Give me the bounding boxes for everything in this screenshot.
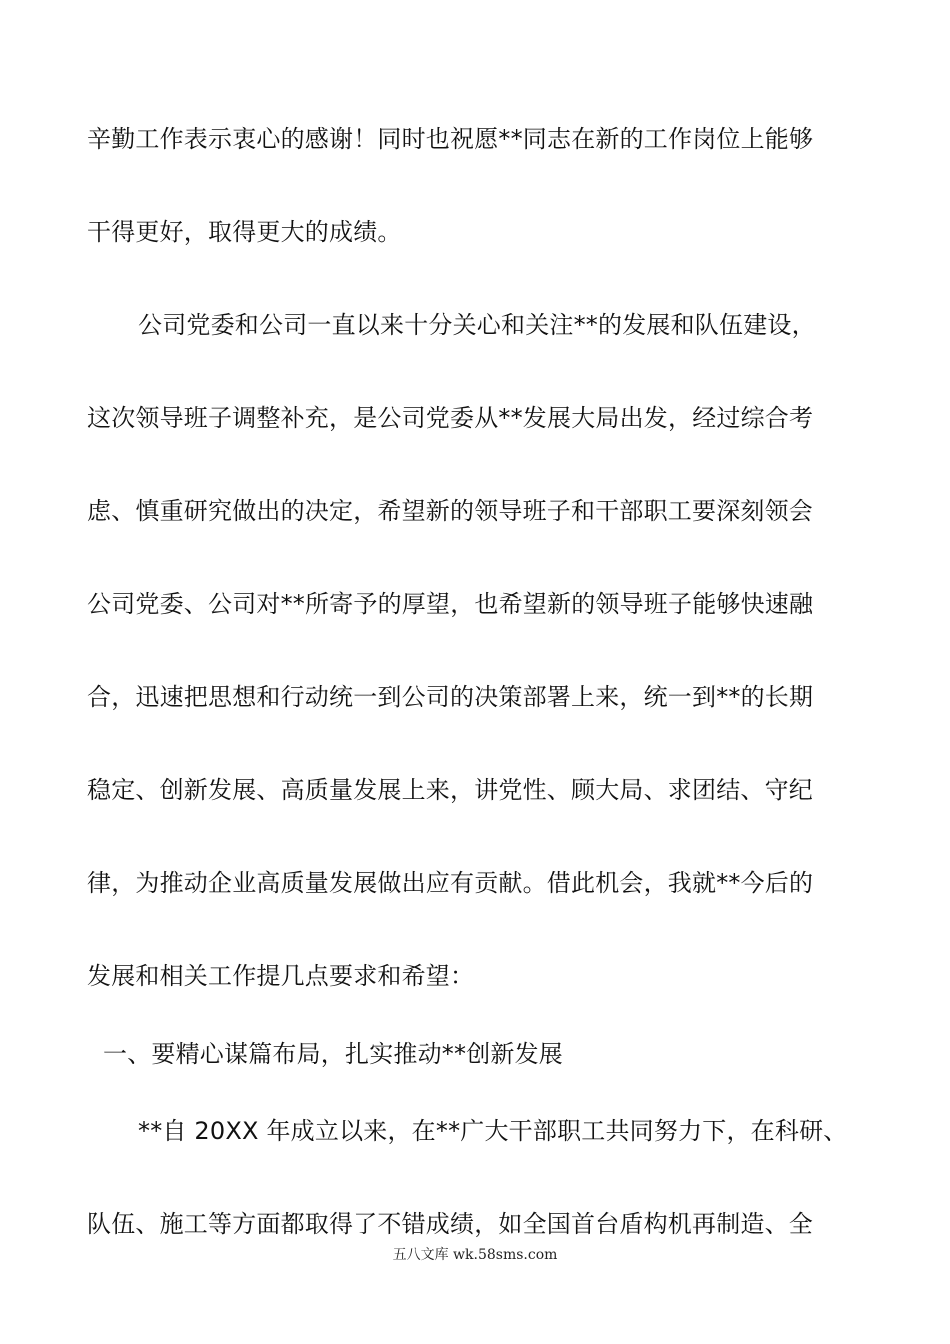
footer-watermark: 五八文库 wk.58sms.com	[392, 1247, 558, 1263]
paragraph-first-line: 公司党委和公司一直以来十分关心和关注**的发展和队伍建设，	[138, 311, 816, 339]
text-line: 律，为推动企业高质量发展做出应有贡献。借此机会，我就**今后的	[87, 869, 814, 897]
text-line: 队伍、施工等方面都取得了不错成绩，如全国首台盾构机再制造、全	[87, 1210, 813, 1238]
text-line: 辛勤工作表示衷心的感谢！同时也祝愿**同志在新的工作岗位上能够	[87, 125, 814, 153]
text-line: 合，迅速把思想和行动统一到公司的决策部署上来，统一到**的长期	[87, 683, 814, 711]
paragraph-first-line: **自 20XX 年成立以来，在**广大干部职工共同努力下，在科研、	[138, 1117, 848, 1145]
text-line: 稳定、创新发展、高质量发展上来，讲党性、顾大局、求团结、守纪	[87, 776, 813, 804]
text-line: 干得更好，取得更大的成绩。	[87, 218, 402, 246]
text-line: 公司党委、公司对**所寄予的厚望，也希望新的领导班子能够快速融	[87, 590, 814, 618]
section-heading: 一、要精心谋篇布局，扎实推动**创新发展	[103, 1040, 563, 1068]
text-line: 发展和相关工作提几点要求和希望：	[87, 962, 475, 990]
text-line: 虑、慎重研究做出的决定，希望新的领导班子和干部职工要深刻领会	[87, 497, 813, 525]
text-line: 这次领导班子调整补充，是公司党委从**发展大局出发，经过综合考	[87, 404, 814, 432]
